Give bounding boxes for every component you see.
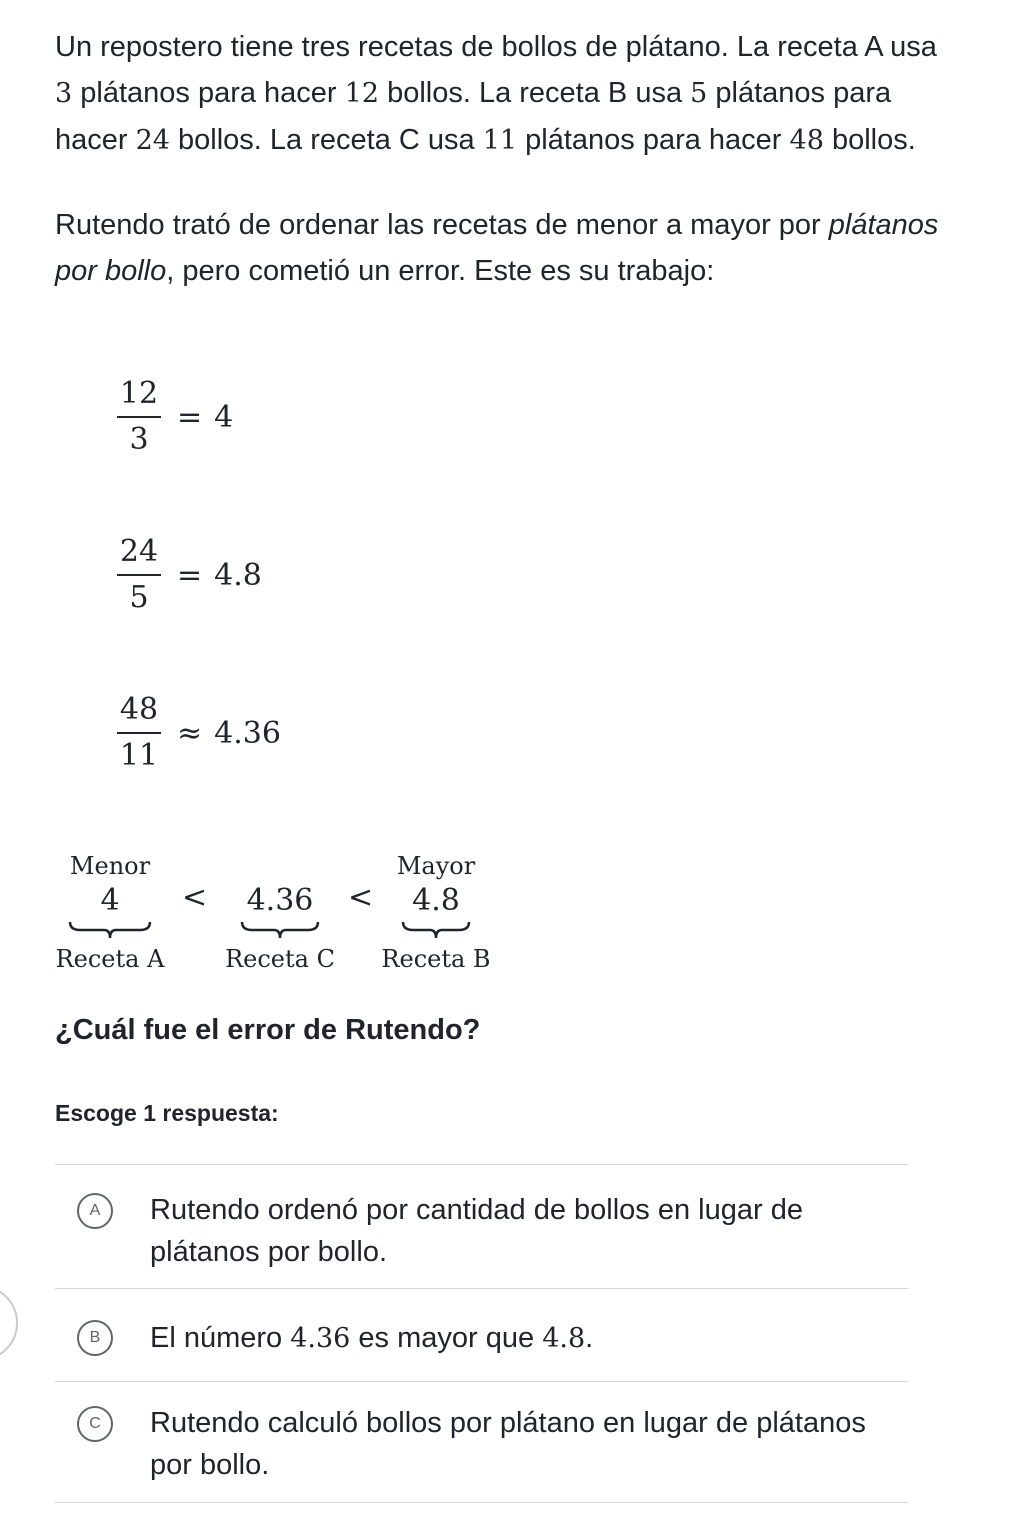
choice-c-text: Rutendo calculó bollos por plátano en lugar de plátanos por bollo.	[150, 1407, 866, 1481]
work-line-1: $\frac{12}{3}$ = 4	[115, 376, 233, 458]
less-than-symbol: <	[182, 880, 208, 915]
choice-c[interactable]	[55, 1381, 908, 1503]
choice-b-text: El número 4.36 es mayor que 4.8.	[150, 1322, 594, 1354]
ordering-item-receta-a: Menor 4 Receta A	[55, 852, 165, 973]
fraction: $\frac{12}{3}$	[115, 376, 163, 458]
question-text: ¿Cuál fue el error de Rutendo?	[55, 1014, 481, 1046]
choice-a[interactable]	[55, 1164, 908, 1288]
choice-letter-c[interactable]: C	[77, 1406, 113, 1442]
choice-a-text: Rutendo ordenó por cantidad de bollos en lugar de plátanos por bollo.	[150, 1194, 803, 1268]
partial-circle-indicator	[0, 1285, 18, 1361]
ordering-item-receta-b: Mayor 4.8 Receta B	[381, 852, 491, 973]
problem-paragraph-2: Rutendo trató de ordenar las recetas de menor a mayor por plátanos por bollo, pero cometió un error. Este es su trabajo:	[55, 209, 939, 287]
answer-choices	[55, 1164, 908, 1503]
ordering-item-receta-c: 4.36 Receta C	[225, 883, 335, 973]
fraction: $\frac{48}{11}$	[115, 692, 163, 774]
less-than-symbol: <	[348, 880, 374, 915]
fraction: $\frac{24}{5}$	[115, 534, 163, 616]
underbrace-icon	[401, 920, 471, 940]
underbrace-icon	[68, 920, 152, 940]
problem-paragraph-1: Un repostero tiene tres recetas de bollos de plátano. La receta A usa 3 plátanos para hacer 12 bollos. La receta B usa 5 plátanos para hacer 24 bollos. La receta C usa 11 plátanos para hacer 48 bollos.	[55, 31, 937, 156]
choice-letter-a[interactable]: A	[77, 1193, 113, 1229]
work-line-3: $\frac{48}{11}$ ≈ 4.36	[115, 692, 281, 774]
ordering-expression	[0, 850, 1028, 985]
choice-b[interactable]	[55, 1288, 908, 1381]
work-line-2: $\frac{24}{5}$ = 4.8	[115, 534, 262, 616]
problem-statement	[55, 24, 955, 294]
choice-letter-b[interactable]: B	[77, 1320, 113, 1356]
underbrace-icon	[240, 920, 320, 940]
answer-prompt: Escoge 1 respuesta:	[55, 1100, 279, 1126]
